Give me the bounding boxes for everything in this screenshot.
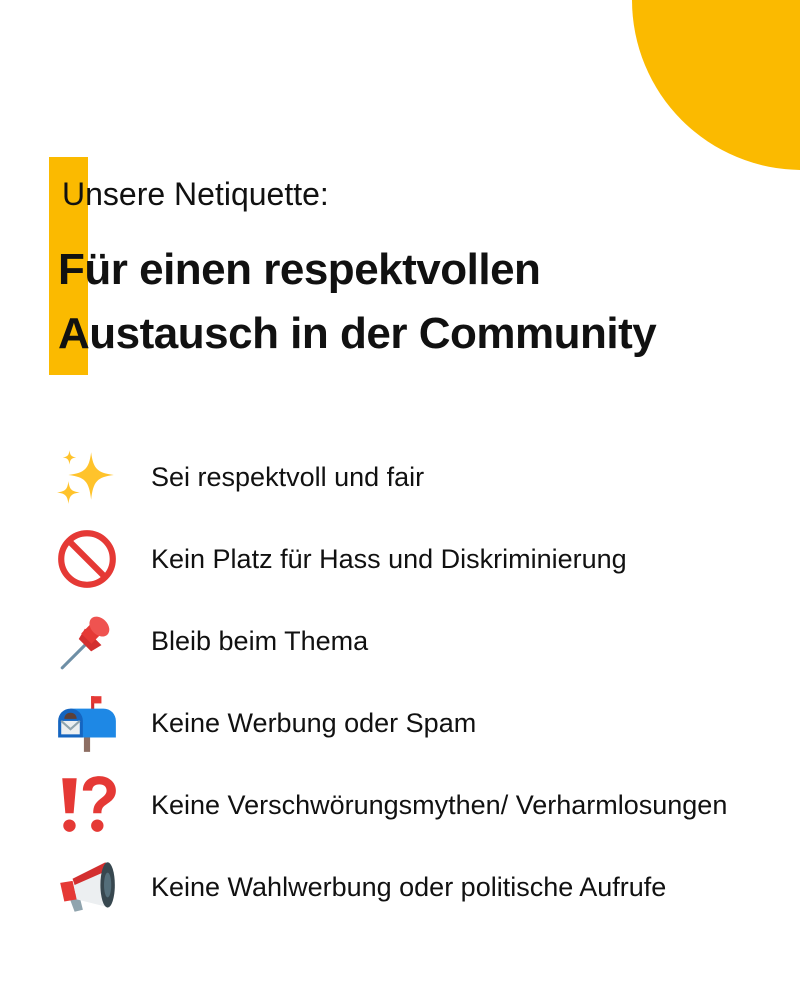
rule-text: Sei respektvoll und fair — [151, 462, 425, 492]
list-item — [52, 436, 782, 518]
prohibited-icon — [52, 524, 122, 594]
list-item — [52, 682, 782, 764]
rule-text: Bleib beim Thema — [151, 626, 369, 656]
rule-text: Keine Wahlwerbung oder politische Aufrufe — [151, 872, 667, 902]
pushpin-icon — [52, 606, 122, 676]
list-item — [52, 764, 782, 846]
list-item — [52, 846, 782, 928]
megaphone-icon — [52, 852, 122, 922]
list-item — [52, 600, 782, 682]
headline-line-1: Für einen respektvollen — [58, 245, 541, 294]
headline-line-2: Austausch in der Community — [58, 309, 657, 358]
mailbox-icon — [52, 688, 122, 758]
exclamation-question-icon — [52, 770, 122, 840]
page-title — [58, 238, 656, 366]
decorative-corner-circle — [632, 0, 800, 170]
sparkles-icon — [52, 442, 122, 512]
rule-text: Keine Verschwörungsmythen/ Verharmlosungen — [151, 790, 728, 820]
rules-list — [52, 436, 782, 928]
rule-text: Keine Werbung oder Spam — [151, 708, 477, 738]
list-item — [52, 518, 782, 600]
rule-text: Kein Platz für Hass und Diskriminierung — [151, 544, 627, 574]
subtitle: Unsere Netiquette: — [62, 176, 329, 212]
